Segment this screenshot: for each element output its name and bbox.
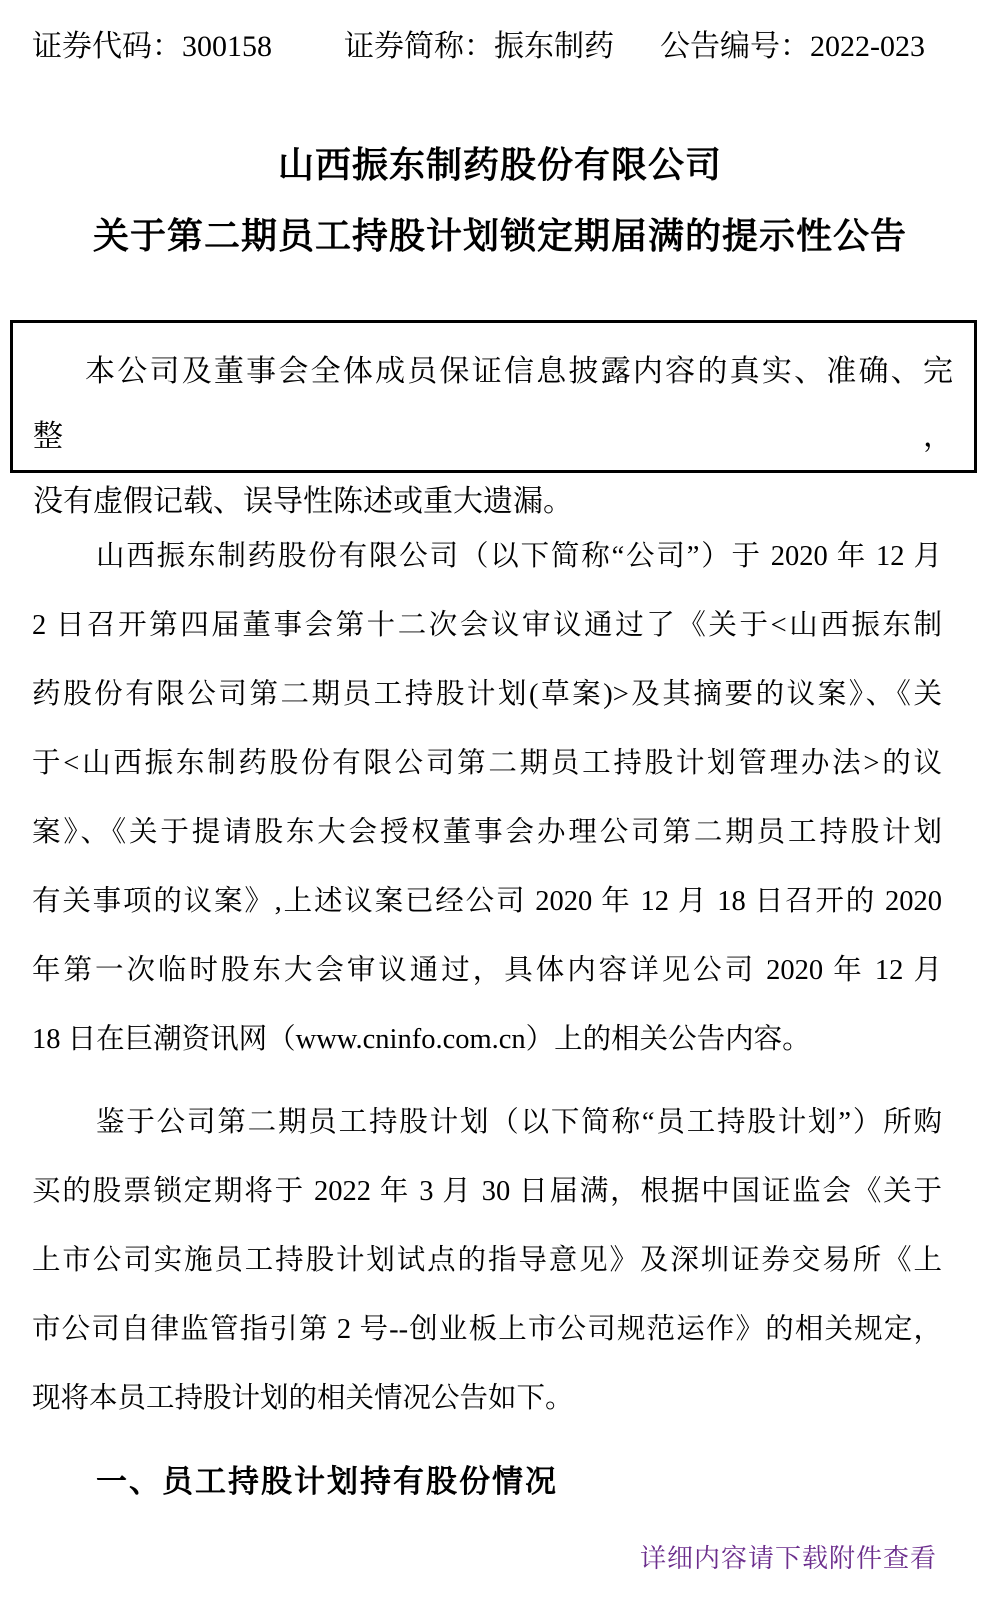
stock-code-label: 证券代码：300158: [32, 30, 272, 63]
stock-abbr-label: 证券简称：振东制药: [344, 30, 614, 63]
attachment-note: 详细内容请下载附件查看: [639, 1543, 937, 1573]
section-heading-shareholding: 一、员工持股计划持有股份情况: [96, 1464, 558, 1499]
body-paragraph-approval-history: 山西振东制药股份有限公司（以下简称“公司”）于 2020 年 12 月 2 日召开第四届董事会第十二次会议审议通过了《关于<山西振东制 药股份有限公司第二期员工持股计划(草案)>及其摘要的议案》、《关 于<山西振东制药股份有限公司第二期员工持股计划管理办法>的议 案》、《关于提请股东大会授权董事会办理公司第二期员工持股计划 有关事项的议案》,上述议案已经公司 2020 年 12 月 18 日召开的 2020 年第一次临时股东大会审议通过，具体内容详见公司 2020 年 12 月 18 日在巨潮资讯网（www.cninfo.com.cn）上的相关公告内容。: [32, 541, 942, 1055]
announcement-number-label: 公告编号：2022-023: [660, 30, 925, 63]
body-paragraph-lockup-expiry: 鉴于公司第二期员工持股计划（以下简称“员工持股计划”）所购 买的股票锁定期将于 2022 年 3 月 30 日届满，根据中国证监会《关于 上市公司实施员工持股计划试点的指导意见》及深圳证券交易所《上 市公司自律监管指引第 2 号--创业板上市公司规范运作》的相关规定， 现将本员工持股计划的相关情况公告如下。: [32, 1107, 942, 1414]
company-name-title: 山西振东制药股份有限公司: [277, 145, 722, 185]
announcement-subject-title: 关于第二期员工持股计划锁定期届满的提示性公告: [92, 216, 907, 256]
board-statement-box: 本公司及董事会全体成员保证信息披露内容的真实、准确、完整， 没有虚假记载、误导性陈述或重大遗漏。: [10, 320, 977, 473]
